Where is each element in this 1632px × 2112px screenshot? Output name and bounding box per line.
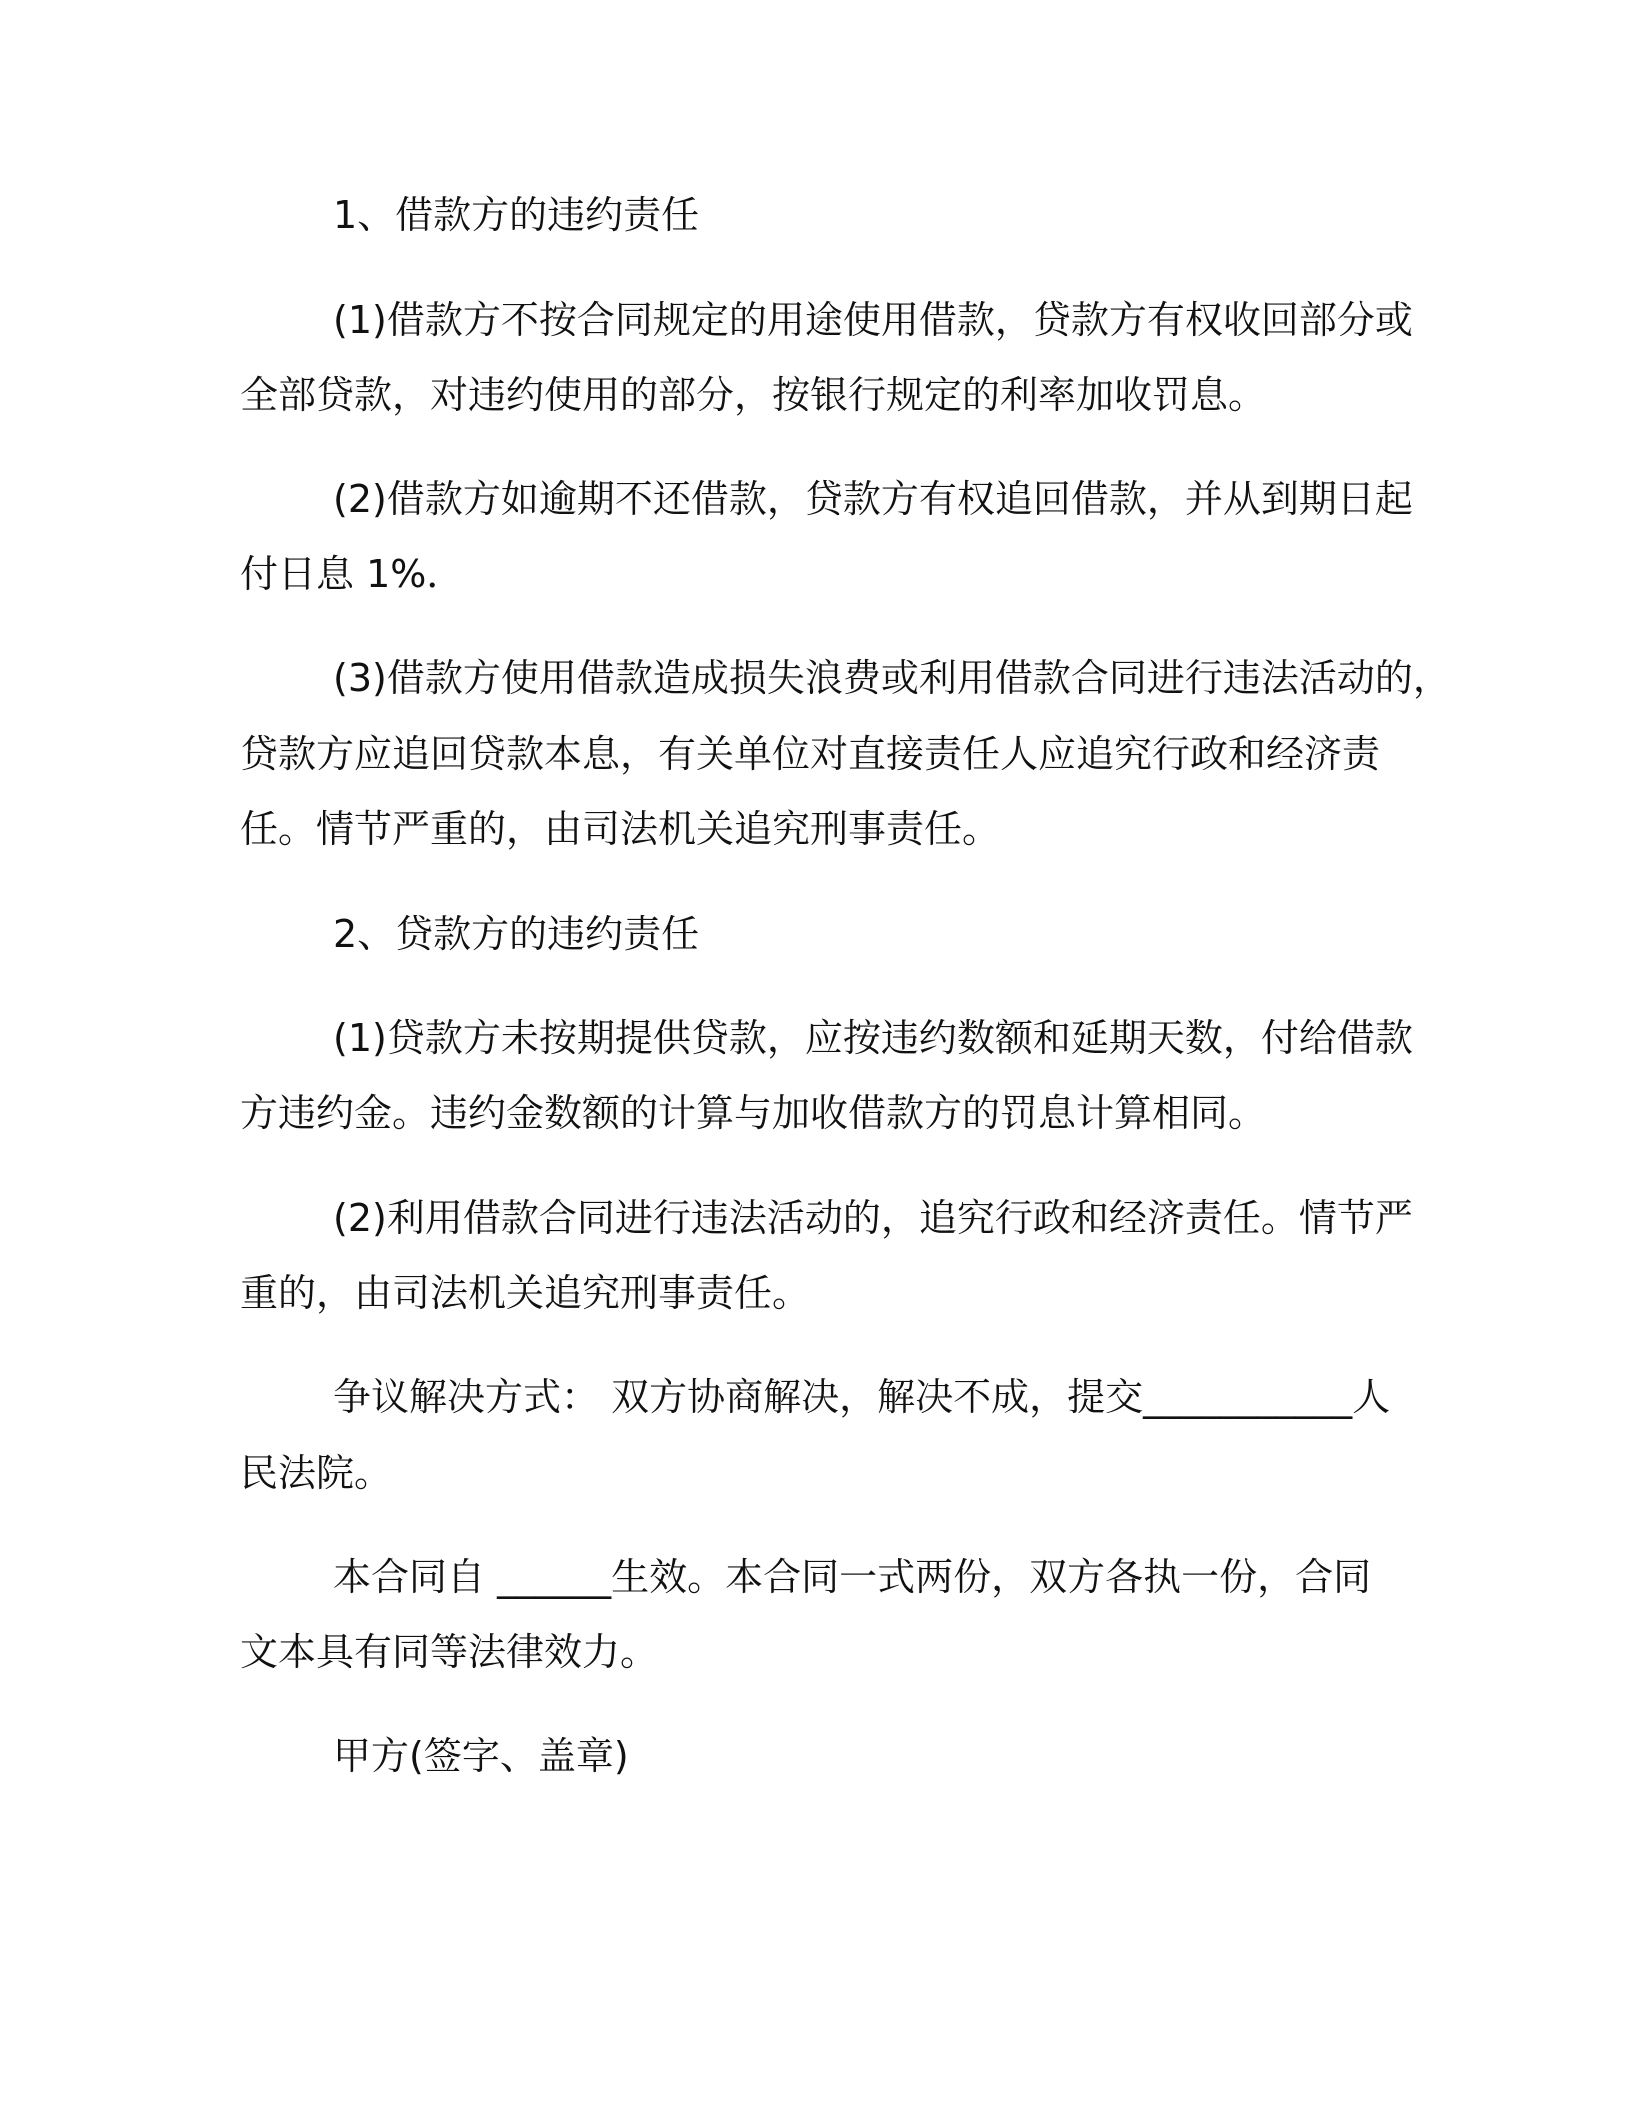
section-heading-borrower-liability: 1、借款方的违约责任 xyxy=(333,193,700,237)
paragraph-line: (1)贷款方未按期提供贷款，应按违约数额和延期天数，付给借款 xyxy=(333,1016,1413,1060)
paragraph-line: 民法院。 xyxy=(240,1451,393,1495)
paragraph-line: 重的，由司法机关追究刑事责任。 xyxy=(240,1271,811,1315)
dispute-resolution-line: 争议解决方式： 双方协商解决，解决不成，提交___________人 xyxy=(333,1375,1391,1419)
paragraph-line: (2)利用借款合同进行违法活动的，追究行政和经济责任。情节严 xyxy=(333,1196,1413,1240)
paragraph-line: 方违约金。违约金数额的计算与加收借款方的罚息计算相同。 xyxy=(240,1091,1267,1135)
paragraph-line: 付日息 1%． xyxy=(240,552,465,596)
section-heading-lender-liability: 2、贷款方的违约责任 xyxy=(333,912,700,956)
paragraph-line: 任。情节严重的，由司法机关追究刑事责任。 xyxy=(240,807,1001,851)
paragraph-line: 文本具有同等法律效力。 xyxy=(240,1630,659,1674)
paragraph-line: 贷款方应追回贷款本息，有关单位对直接责任人应追究行政和经济责 xyxy=(240,732,1381,776)
party-a-signature-label: 甲方(签字、盖章) xyxy=(333,1734,629,1778)
paragraph-line: (1)借款方不按合同规定的用途使用借款，贷款方有权收回部分或 xyxy=(333,298,1413,342)
paragraph-line: 全部贷款，对违约使用的部分，按银行规定的利率加收罚息。 xyxy=(240,373,1267,417)
effective-date-line: 本合同自 ______生效。本合同一式两份，双方各执一份，合同 xyxy=(333,1555,1372,1599)
paragraph-line: (3)借款方使用借款造成损失浪费或利用借款合同进行违法活动的， xyxy=(333,656,1451,700)
paragraph-line: (2)借款方如逾期不还借款，贷款方有权追回借款，并从到期日起 xyxy=(333,477,1413,521)
